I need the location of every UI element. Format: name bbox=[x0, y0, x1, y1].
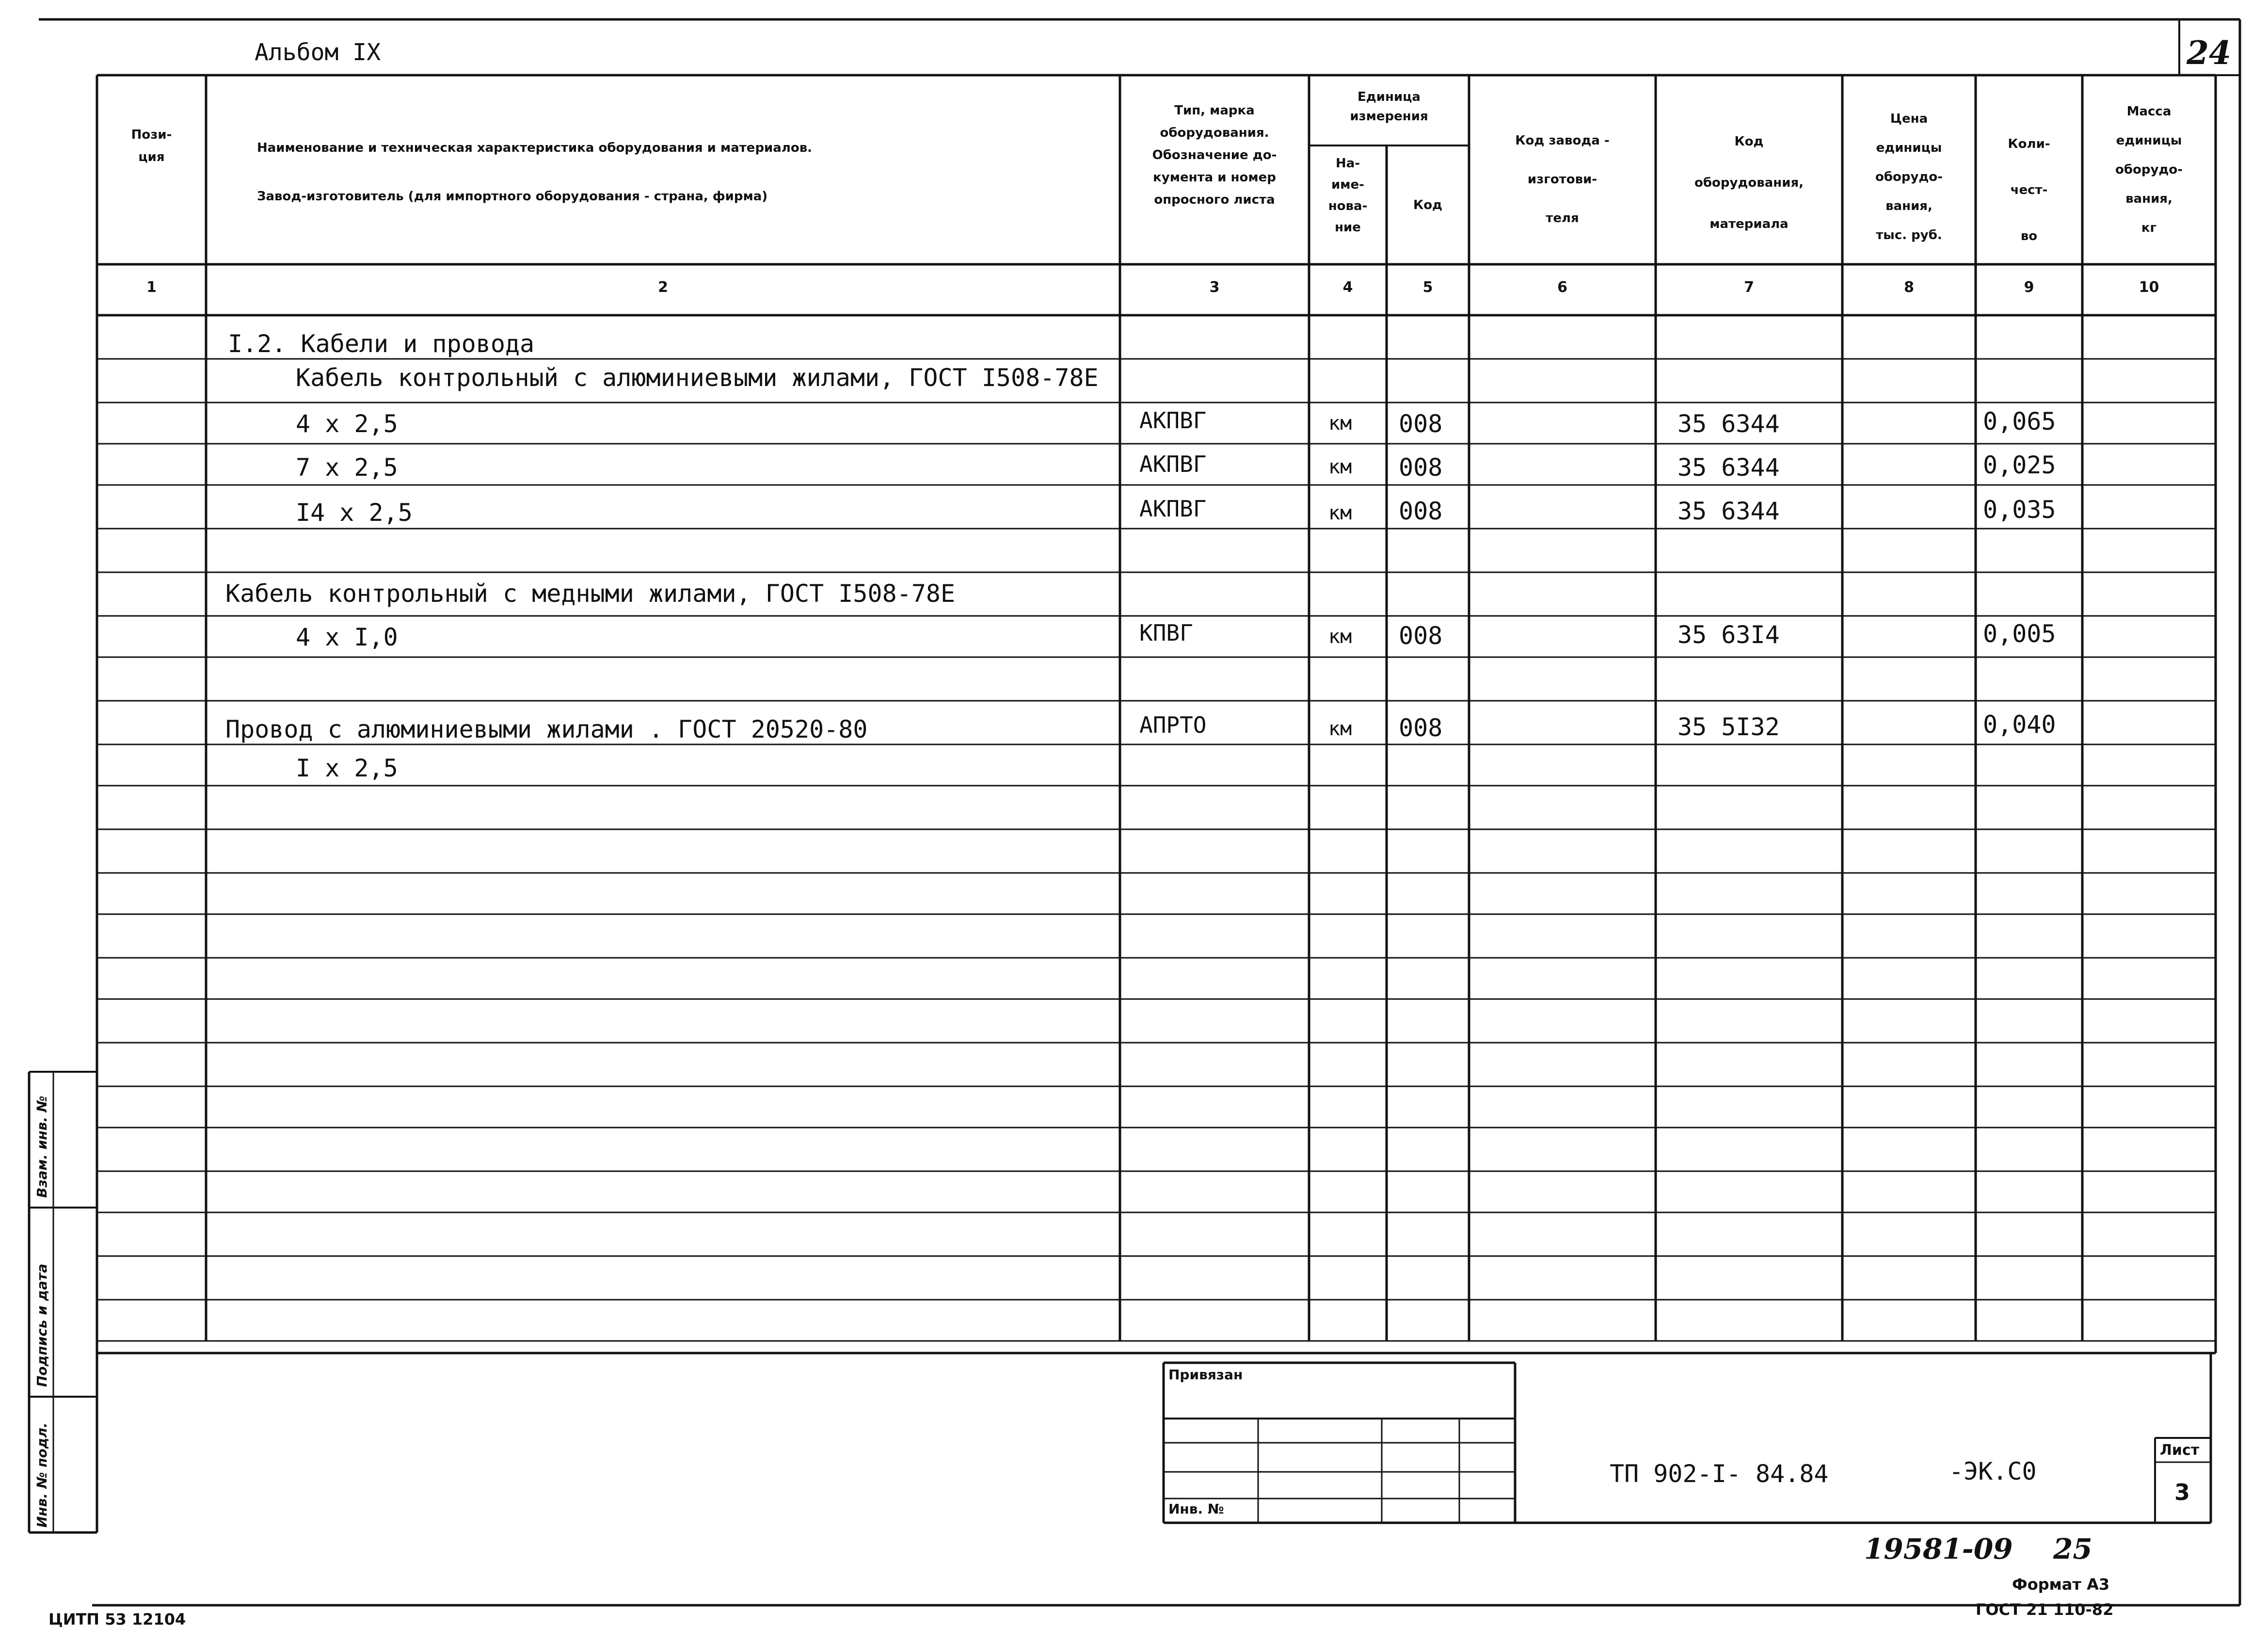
column-number: 2 bbox=[658, 279, 668, 296]
table-row-type: АКПВГ bbox=[1139, 451, 1207, 477]
side-label-sign-date: Подпись и дата bbox=[34, 1263, 50, 1387]
format-label: Формат А3 bbox=[2012, 1575, 2110, 1594]
header-position: Пози- ция bbox=[131, 128, 172, 164]
printer-label: ЦИТП 53 12104 bbox=[48, 1610, 186, 1629]
table-row-type: АКПВГ bbox=[1139, 407, 1207, 434]
table-row-unit-code: 008 bbox=[1399, 497, 1443, 525]
header-mass: Масса единицы оборудо- вания, кг bbox=[2115, 104, 2183, 235]
document-suffix: -ЭК.С0 bbox=[1949, 1457, 2037, 1485]
title-linked: Привязан bbox=[1168, 1367, 1243, 1383]
column-number: 9 bbox=[2024, 279, 2034, 296]
header-unit-price: Цена единицы оборудо- вания, тыс. руб. bbox=[1875, 112, 1943, 242]
header-unit-code: Код bbox=[1413, 198, 1443, 212]
table-row-unit: км bbox=[1328, 718, 1352, 740]
album-title: Альбом IX bbox=[255, 39, 381, 66]
section-heading: I.2. Кабели и провода bbox=[228, 330, 535, 358]
header-unit-group: Единица измерения bbox=[1350, 90, 1428, 124]
table-row-type: КПВГ bbox=[1139, 620, 1193, 646]
table-row-qty: 0,005 bbox=[1983, 620, 2056, 648]
column-number: 6 bbox=[1557, 279, 1567, 296]
handwritten-number: 19581-09 bbox=[1864, 1532, 2013, 1565]
sheet-label: Лист bbox=[2160, 1442, 2200, 1459]
document-code: ТП 902-I- 84.84 bbox=[1610, 1460, 1829, 1488]
table-row-name: I4 х 2,5 bbox=[296, 499, 413, 527]
header-equipment-code: Код оборудования, материала bbox=[1694, 134, 1804, 231]
table-row-type: АКПВГ bbox=[1139, 496, 1207, 522]
column-number: 3 bbox=[1209, 279, 1220, 296]
side-label-replaced: Взам. инв. № bbox=[34, 1096, 50, 1198]
table-row-code: 35 6344 bbox=[1677, 453, 1780, 482]
column-number: 1 bbox=[146, 279, 157, 296]
table-row-code: 35 6344 bbox=[1677, 410, 1780, 438]
table-row-unit: км bbox=[1328, 626, 1352, 648]
sheet-corner-number: 24 bbox=[2187, 34, 2231, 72]
table-row-name: I х 2,5 bbox=[296, 754, 398, 782]
column-number: 5 bbox=[1422, 279, 1433, 296]
table-row-unit-code: 008 bbox=[1399, 714, 1443, 742]
table-row-name: Кабель контрольный с алюминиевыми жилами, ГОСТ I508-78Е bbox=[296, 364, 1099, 392]
table-row-unit-code: 008 bbox=[1399, 622, 1443, 650]
table-row-name: 4 х I,0 bbox=[296, 623, 398, 651]
standard-label: ГОСТ 21 110-82 bbox=[1976, 1600, 2114, 1619]
table-row-qty: 0,035 bbox=[1983, 496, 2056, 524]
table-row-name: 4 х 2,5 bbox=[296, 410, 398, 438]
table-row-type: АПРТО bbox=[1139, 712, 1207, 738]
header-unit-name: На- име- нова- ние bbox=[1328, 156, 1368, 235]
header-name: Наименование и техническая характеристика оборудования и материалов. Завод-изготовитель (для импортного оборудования - страна, фирма) bbox=[257, 141, 813, 204]
table-row-qty: 0,025 bbox=[1983, 451, 2056, 479]
table-row-code: 35 63I4 bbox=[1677, 621, 1780, 649]
column-number: 10 bbox=[2139, 279, 2159, 296]
sheet-number: 3 bbox=[2174, 1479, 2190, 1505]
header-quantity: Коли- чест- во bbox=[2008, 137, 2050, 243]
table-row-name: Кабель контрольный с медными жилами, ГОСТ I508-78Е bbox=[225, 580, 956, 608]
table-row-qty: 0,065 bbox=[1983, 407, 2056, 435]
table-row-qty: 0,040 bbox=[1983, 710, 2056, 739]
header-type: Тип, марка оборудования. Обозначение до- кумента и номер опросного листа bbox=[1152, 103, 1277, 207]
table-row-unit: км bbox=[1328, 412, 1352, 435]
header-plant-code: Код завода - изготови- теля bbox=[1515, 133, 1610, 226]
column-number: 8 bbox=[1904, 279, 1914, 296]
handwritten-page: 25 bbox=[2053, 1532, 2092, 1565]
table-row-unit-code: 008 bbox=[1399, 453, 1443, 482]
table-row-code: 35 6344 bbox=[1677, 497, 1780, 525]
table-row-unit-code: 008 bbox=[1399, 410, 1443, 438]
table-row-unit: км bbox=[1328, 502, 1352, 524]
table-row-name: Провод с алюминиевыми жилами . ГОСТ 20520-80 bbox=[225, 715, 868, 743]
title-inv-no: Инв. № bbox=[1168, 1501, 1224, 1517]
table-row-name: 7 х 2,5 bbox=[296, 453, 398, 482]
column-number: 7 bbox=[1744, 279, 1754, 296]
column-number: 4 bbox=[1342, 279, 1353, 296]
side-label-inv-orig: Инв. № подл. bbox=[34, 1422, 50, 1528]
table-row-unit: км bbox=[1328, 456, 1352, 478]
table-row-code: 35 5I32 bbox=[1677, 713, 1780, 741]
